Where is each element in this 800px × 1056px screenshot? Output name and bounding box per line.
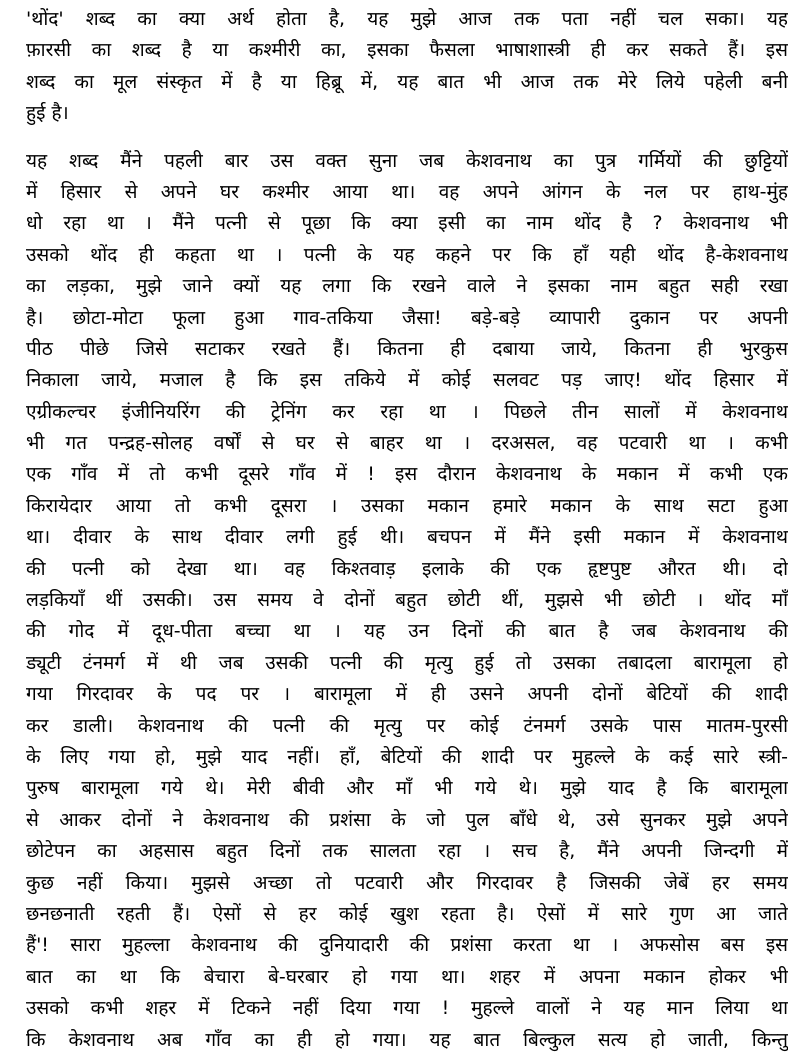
- text-line: लड़कियाँ थीं उसकी। उस समय वे दोनों बहुत छोटी थीं, मुझसे भी छोटी । थोंद माँ: [26, 589, 788, 612]
- text-line: के लिए गया हो, मुझे याद नहीं। हाँ, बेटियों की शादी पर मुहल्ले के कई सारे स्त्री-: [26, 745, 788, 768]
- text-line: उसको थोंद ही कहता था । पत्नी के यह कहने पर कि हाँ यही थोंद है-केशवनाथ: [26, 243, 788, 266]
- text-line: की पत्नी को देखा था। वह किश्तवाड़ इलाके की एक हृष्टपुष्ट औरत थी। दो: [26, 557, 788, 580]
- text-line: यह शब्द मैंने पहली बार उस वक्त सुना जब केशवनाथ का पुत्र गर्मियों की छुट्टियों: [26, 149, 788, 172]
- text-line: छनछनाती रहती हैं। ऐसों से हर कोई खुश रहता है। ऐसों में सारे गुण आ जाते: [26, 902, 788, 925]
- text-line: ड्यूटी टंनमर्ग में थी जब उसकी पत्नी की मृत्यु हुई तो उसका तबादला बारामूला हो: [26, 651, 788, 674]
- text-line: हुई है।: [26, 102, 69, 125]
- text-line: गया गिरदावर के पद पर । बारामूला में ही उसने अपनी दोनों बेटियों की शादी: [26, 683, 788, 706]
- text-line: की गोद में दूध-पीता बच्चा था । यह उन दिनों की बात है जब केशवनाथ की: [26, 620, 788, 643]
- text-line: उसको कभी शहर में टिकने नहीं दिया गया ! मुहल्ले वालों ने यह मान लिया था: [26, 997, 788, 1020]
- text-line: कि केशवनाथ अब गाँव का ही हो गया। यह बात बिल्कुल सत्य हो जाती, किन्तु: [26, 1028, 788, 1051]
- text-line: छोटेपन का अहसास बहुत दिनों तक सालता रहा । सच है, मैंने अपनी जिन्दगी में: [26, 840, 788, 863]
- text-line: कर डाली। केशवनाथ की पत्नी की मृत्यु पर कोई टंनमर्ग उसके पास मातम-पुरसी: [26, 714, 788, 737]
- text-line: फ़ारसी का शब्द है या कश्मीरी का, इसका फैसला भाषाशास्त्री ही कर सकते हैं। इस: [26, 39, 788, 62]
- text-line: एक गाँव में तो कभी दूसरे गाँव में ! इस दौरान केशवनाथ के मकान में कभी एक: [26, 463, 788, 486]
- text-line: से आकर दोनों ने केशवनाथ की प्रशंसा के जो पुल बाँधे थे, उसे सुनकर मुझे अपने: [26, 808, 788, 831]
- text-line: निकाला जाये, मजाल है कि इस तकिये में कोई सलवट पड़ जाए! थोंद हिसार में: [26, 369, 788, 392]
- paragraph-2: [26, 146, 788, 1056]
- text-line: पीठ पीछे जिसे सटाकर रखते हैं। कितना ही दबाया जाये, कितना ही भुरकुस: [26, 337, 788, 360]
- text-line: था। दीवार के साथ दीवार लगी हुई थी। बचपन में मैंने इसी मकान में केशवनाथ: [26, 526, 788, 549]
- text-line: बात का था कि बेचारा बे-घरबार हो गया था। शहर में अपना मकान होकर भी: [26, 965, 788, 988]
- text-line: हैं'! सारा मुहल्ला केशवनाथ की दुनियादारी की प्रशंसा करता था । अफसोस बस इस: [26, 934, 788, 957]
- text-line: भी गत पन्द्रह-सोलह वर्षों से घर से बाहर था । दरअसल, वह पटवारी था । कभी: [26, 432, 788, 455]
- text-line: कुछ नहीं किया। मुझसे अच्छा तो पटवारी और गिरदावर है जिसकी जेबें हर समय: [26, 871, 788, 894]
- text-line: का लड़का, मुझे जाने क्यों यह लगा कि रखने वाले ने इसका नाम बहुत सही रखा: [26, 275, 788, 298]
- text-line: 'थोंद' शब्द का क्या अर्थ होता है, यह मुझे आज तक पता नहीं चल सका। यह: [26, 8, 788, 30]
- text-line: पुरुष बारामूला गये थे। मेरी बीवी और माँ भी गये थे। मुझे याद है कि बारामूला: [26, 777, 788, 800]
- text-line: में हिसार से अपने घर कश्मीर आया था। वह अपने आंगन के नल पर हाथ-मुंह: [26, 180, 788, 203]
- text-line: एग्रीकल्चर इंजीनियरिंग की ट्रेनिंग कर रहा था । पिछले तीन सालों में केशवनाथ: [26, 400, 788, 423]
- paragraph-1: [26, 4, 788, 130]
- text-line: शब्द का मूल संस्कृत में है या हिब्रू में, यह बात भी आज तक मेरे लिये पहेली बनी: [26, 70, 788, 93]
- text-line: किरायेदार आया तो कभी दूसरा । उसका मकान हमारे मकान के साथ सटा हुआ: [26, 494, 788, 517]
- text-line: धो रहा था । मैंने पत्नी से पूछा कि क्या इसी का नाम थोंद है ? केशवनाथ भी: [26, 212, 788, 235]
- text-line: है। छोटा-मोटा फूला हुआ गाव-तकिया जैसा! बड़े-बड़े व्यापारी दुकान पर अपनी: [26, 306, 788, 329]
